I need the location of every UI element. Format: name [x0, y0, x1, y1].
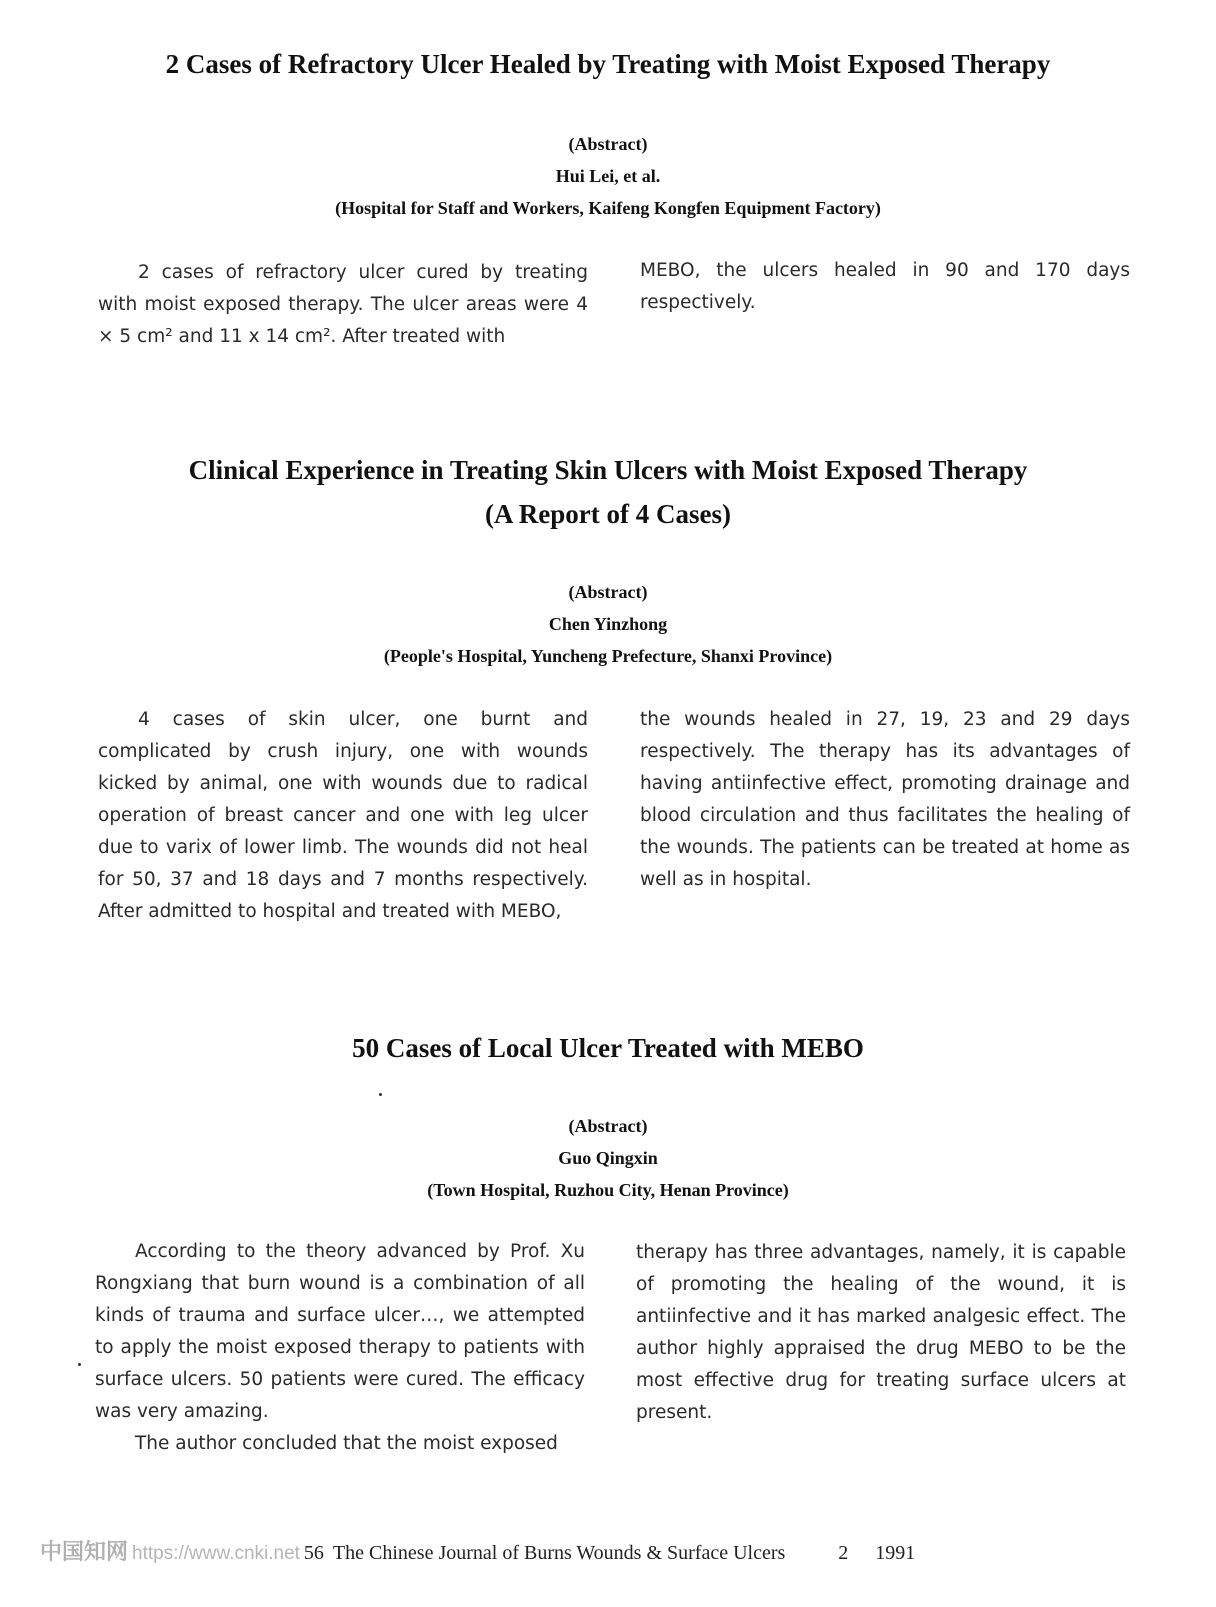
page-number: 56 — [303, 1542, 324, 1564]
issue-year: 1991 — [875, 1542, 916, 1564]
article-3-left-column — [95, 1236, 585, 1460]
issue-number: 2 — [838, 1542, 849, 1564]
article-2-left-column — [98, 704, 588, 928]
scan-speck — [78, 1363, 81, 1366]
article-1-author: Hui Lei, et al. — [555, 166, 661, 186]
article-1-title: 2 Cases of Refractory Ulcer Healed by Treating with Moist Exposed Therapy — [165, 49, 1051, 79]
article-3-right-column — [636, 1237, 1126, 1429]
article-3-author: Guo Qingxin — [558, 1148, 658, 1168]
article-2-title-line-1: Clinical Experience in Treating Skin Ulcers with Moist Exposed Therapy — [188, 455, 1028, 485]
paragraph: According to the theory advanced by Prof. Xu Rongxiang that burn wound is a combination of all kinds of trauma and surface ulcer…, we attempted to apply the moist exposed therapy to patients with surface ulcers. 50 patients were cured. The efficacy was very amazing. — [95, 1241, 585, 1422]
paragraph: the wounds healed in 27, 19, 23 and 29 days respectively. The therapy has its advantages of having antiinfective effect, promoting drainage and blood circulation and thus facilitates the healing of the wounds. The patients can be treated at home as well as in hospital. — [640, 709, 1130, 890]
article-2-right-column — [640, 704, 1130, 896]
paragraph: 2 cases of refractory ulcer cured by treating with moist exposed therapy. The ulcer areas were 4 × 5 cm² and 11 x 14 cm². After treated with — [98, 262, 588, 347]
article-2-label: (Abstract) — [568, 582, 648, 602]
article-1-left-column — [98, 257, 588, 353]
article-3-label: (Abstract) — [568, 1116, 648, 1136]
watermark-url: https://www.cnki.net — [132, 1543, 300, 1564]
article-2-author: Chen Yinzhong — [548, 614, 668, 634]
article-1-right-column — [640, 255, 1130, 319]
page-footer — [40, 1535, 915, 1565]
paragraph: The author concluded that the moist exposed — [135, 1433, 558, 1454]
watermark-cnki: 中国知网 — [40, 1539, 129, 1564]
article-3-affiliation: (Town Hospital, Ruzhou City, Henan Province) — [427, 1180, 789, 1200]
article-2-title-line-2: (A Report of 4 Cases) — [485, 499, 731, 529]
scan-speck — [379, 1093, 382, 1096]
article-1-affiliation: (Hospital for Staff and Workers, Kaifeng Kongfen Equipment Factory) — [335, 198, 881, 218]
article-1-label: (Abstract) — [568, 134, 648, 154]
journal-title: The Chinese Journal of Burns Wounds & Surface Ulcers — [332, 1542, 786, 1564]
paragraph: therapy has three advantages, namely, it is capable of promoting the healing of the wound, it is antiinfective and it has marked analgesic effect. The author highly appraised the drug MEBO to be the most effective drug for treating surface ulcers at present. — [636, 1242, 1126, 1423]
article-3-title: 50 Cases of Local Ulcer Treated with MEBO — [352, 1033, 864, 1063]
paragraph: 4 cases of skin ulcer, one burnt and complicated by crush injury, one with wounds kicked by animal, one with wounds due to radical operation of breast cancer and one with leg ulcer due to varix of lower limb. The wounds did not heal for 50, 37 and 18 days and 7 months respectively. After admitted to hospital and treated with MEBO, — [98, 709, 588, 922]
article-2-affiliation: (People's Hospital, Yuncheng Prefecture, Shanxi Province) — [383, 646, 833, 666]
paragraph: MEBO, the ulcers healed in 90 and 170 days respectively. — [640, 260, 1130, 313]
